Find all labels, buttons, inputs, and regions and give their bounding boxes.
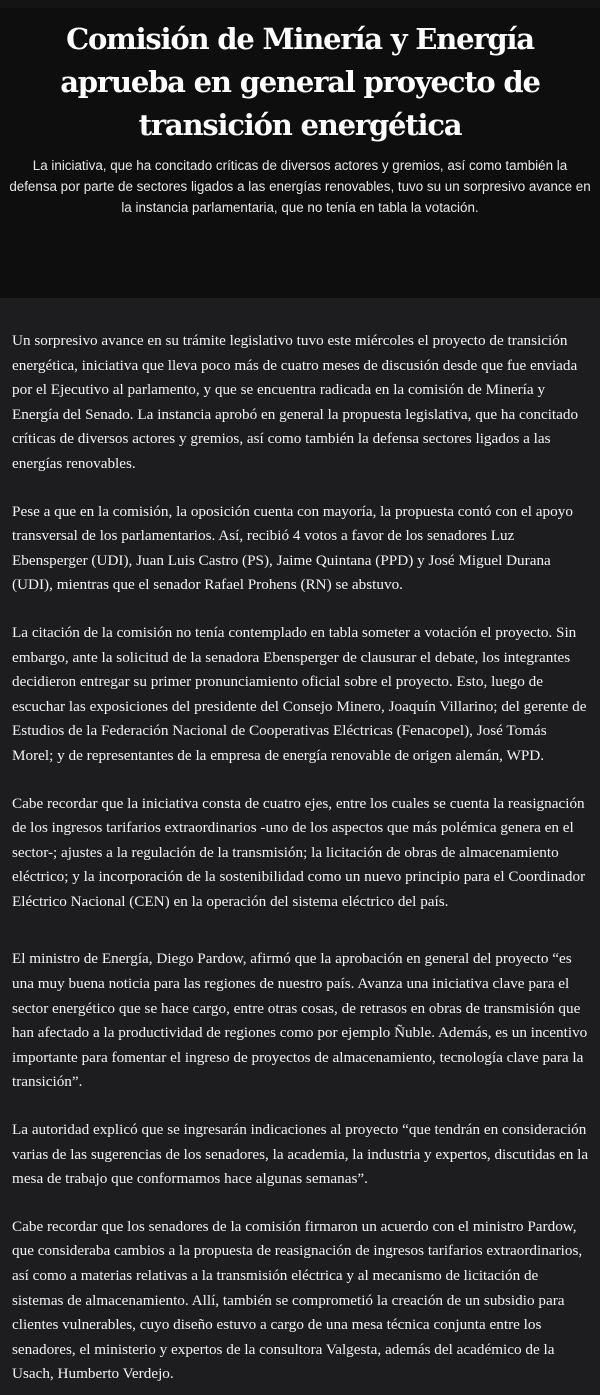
article-paragraph: La citación de la comisión no tenía contemplado en tabla someter a votación el proyecto. Sin embargo, ante la solicitud de la senadora Ebensperger de clausurar el debate, los integrantes decidieron entregar su primer pronunciamiento oficial sobre el proyecto. Esto, luego de escuchar las exposiciones del presidente del Consejo Minero, Joaquín Villarino; del gerente de Estudios de la Federación Nacional de Cooperativas Eléctricas (Fenacopel), José Tomás Morel; y de representantes de la empresa de energía renovable de origen alemán, WPD. — [12, 623, 587, 764]
article-paragraph: Cabe recordar que los senadores de la comisión firmaron un acuerdo con el ministro Pardow, que consideraba cambios a la propuesta de reasignación de ingresos tarifarios extraordinarios, así como a materias relativas a la transmisión eléctrica y al mecanismo de licitación de sistemas de almacenamiento. Allí, también se comprometió la creación de un subsidio para clientes vulnerables, cuyo diseño estuvo a cargo de una mesa técnica conjunta entre los senadores, el ministerio y expertos de la consultora Valgesta, además del académico de la Usach, Humberto Verdejo. — [12, 1217, 583, 1383]
article-paragraph: Pese a que en la comisión, la oposición cuenta con mayoría, la propuesta contó con el apoyo transversal de los parlamentarios. Así, recibió 4 votos a favor de los senadores Luz Ebensperger (UDI), Juan Luis Castro (PS), Jaime Quintana (PPD) y José Miguel Durana (UDI), mientras que el senador Rafael Prohens (RN) se abstuvo. — [12, 502, 573, 594]
article-lead: La iniciativa, que ha concitado críticas de diversos actores y gremios, así como también la defensa por parte de sectores ligados a las energías renovables, tuvo su un sorpresivo avance en la instancia parlamentaria, que no tenía en tabla la votación. — [9, 158, 591, 215]
article-paragraph: Cabe recordar que la iniciativa consta de cuatro ejes, entre los cuales se cuenta la reasignación de los ingresos tarifarios extraordinarios -uno de los aspectos que más polémica genera en el sector-; ajustes a la regulación de la transmisión; la licitación de obras de almacenamiento eléctrico; y la incorporación de la sostenibilidad como un nuevo principio para el Coordinador Eléctrico Nacional (CEN) en la operación del sistema eléctrico del país. — [12, 794, 586, 910]
article-headline: Comisión de Minería y Energía aprueba en general proyecto de transición energética — [60, 22, 540, 142]
article-paragraph: La autoridad explicó que se ingresarán indicaciones al proyecto “que tendrán en consideración varias de las sugerencias de los senadores, la academia, la industria y expertos, discutidas en la mesa de trabajo que conformamos hace algunas semanas”. — [12, 1121, 589, 1188]
article-paragraph: El ministro de Energía, Diego Pardow, afirmó que la aprobación en general del proyecto “es una muy buena noticia para las regiones de nuestro país. Avanza una iniciativa clave para el sector energético que se hace cargo, entre otras cosas, de retrasos en obras de transmisión que han afectado a la productividad de regiones como por ejemplo Ñuble. Además, es un incentivo importante para fomentar el ingreso de proyectos de almacenamiento, tecnología clave para la transición”. — [12, 950, 588, 1091]
article-body — [12, 329, 590, 1387]
article-header — [0, 0, 600, 298]
top-strip — [0, 0, 600, 8]
article-paragraph: Un sorpresivo avance en su trámite legislativo tuvo este miércoles el proyecto de transición energética, iniciativa que lleva poco más de cuatro meses de discusión desde que fue enviada por el Ejecutivo al parlamento, y que se encuentra radicada en la comisión de Minería y Energía del Senado. La instancia aprobó en general la propuesta legislativa, que ha concitado críticas de diversos actores y gremios, así como también la defensa sectores ligados a las energías renovables. — [12, 332, 579, 472]
